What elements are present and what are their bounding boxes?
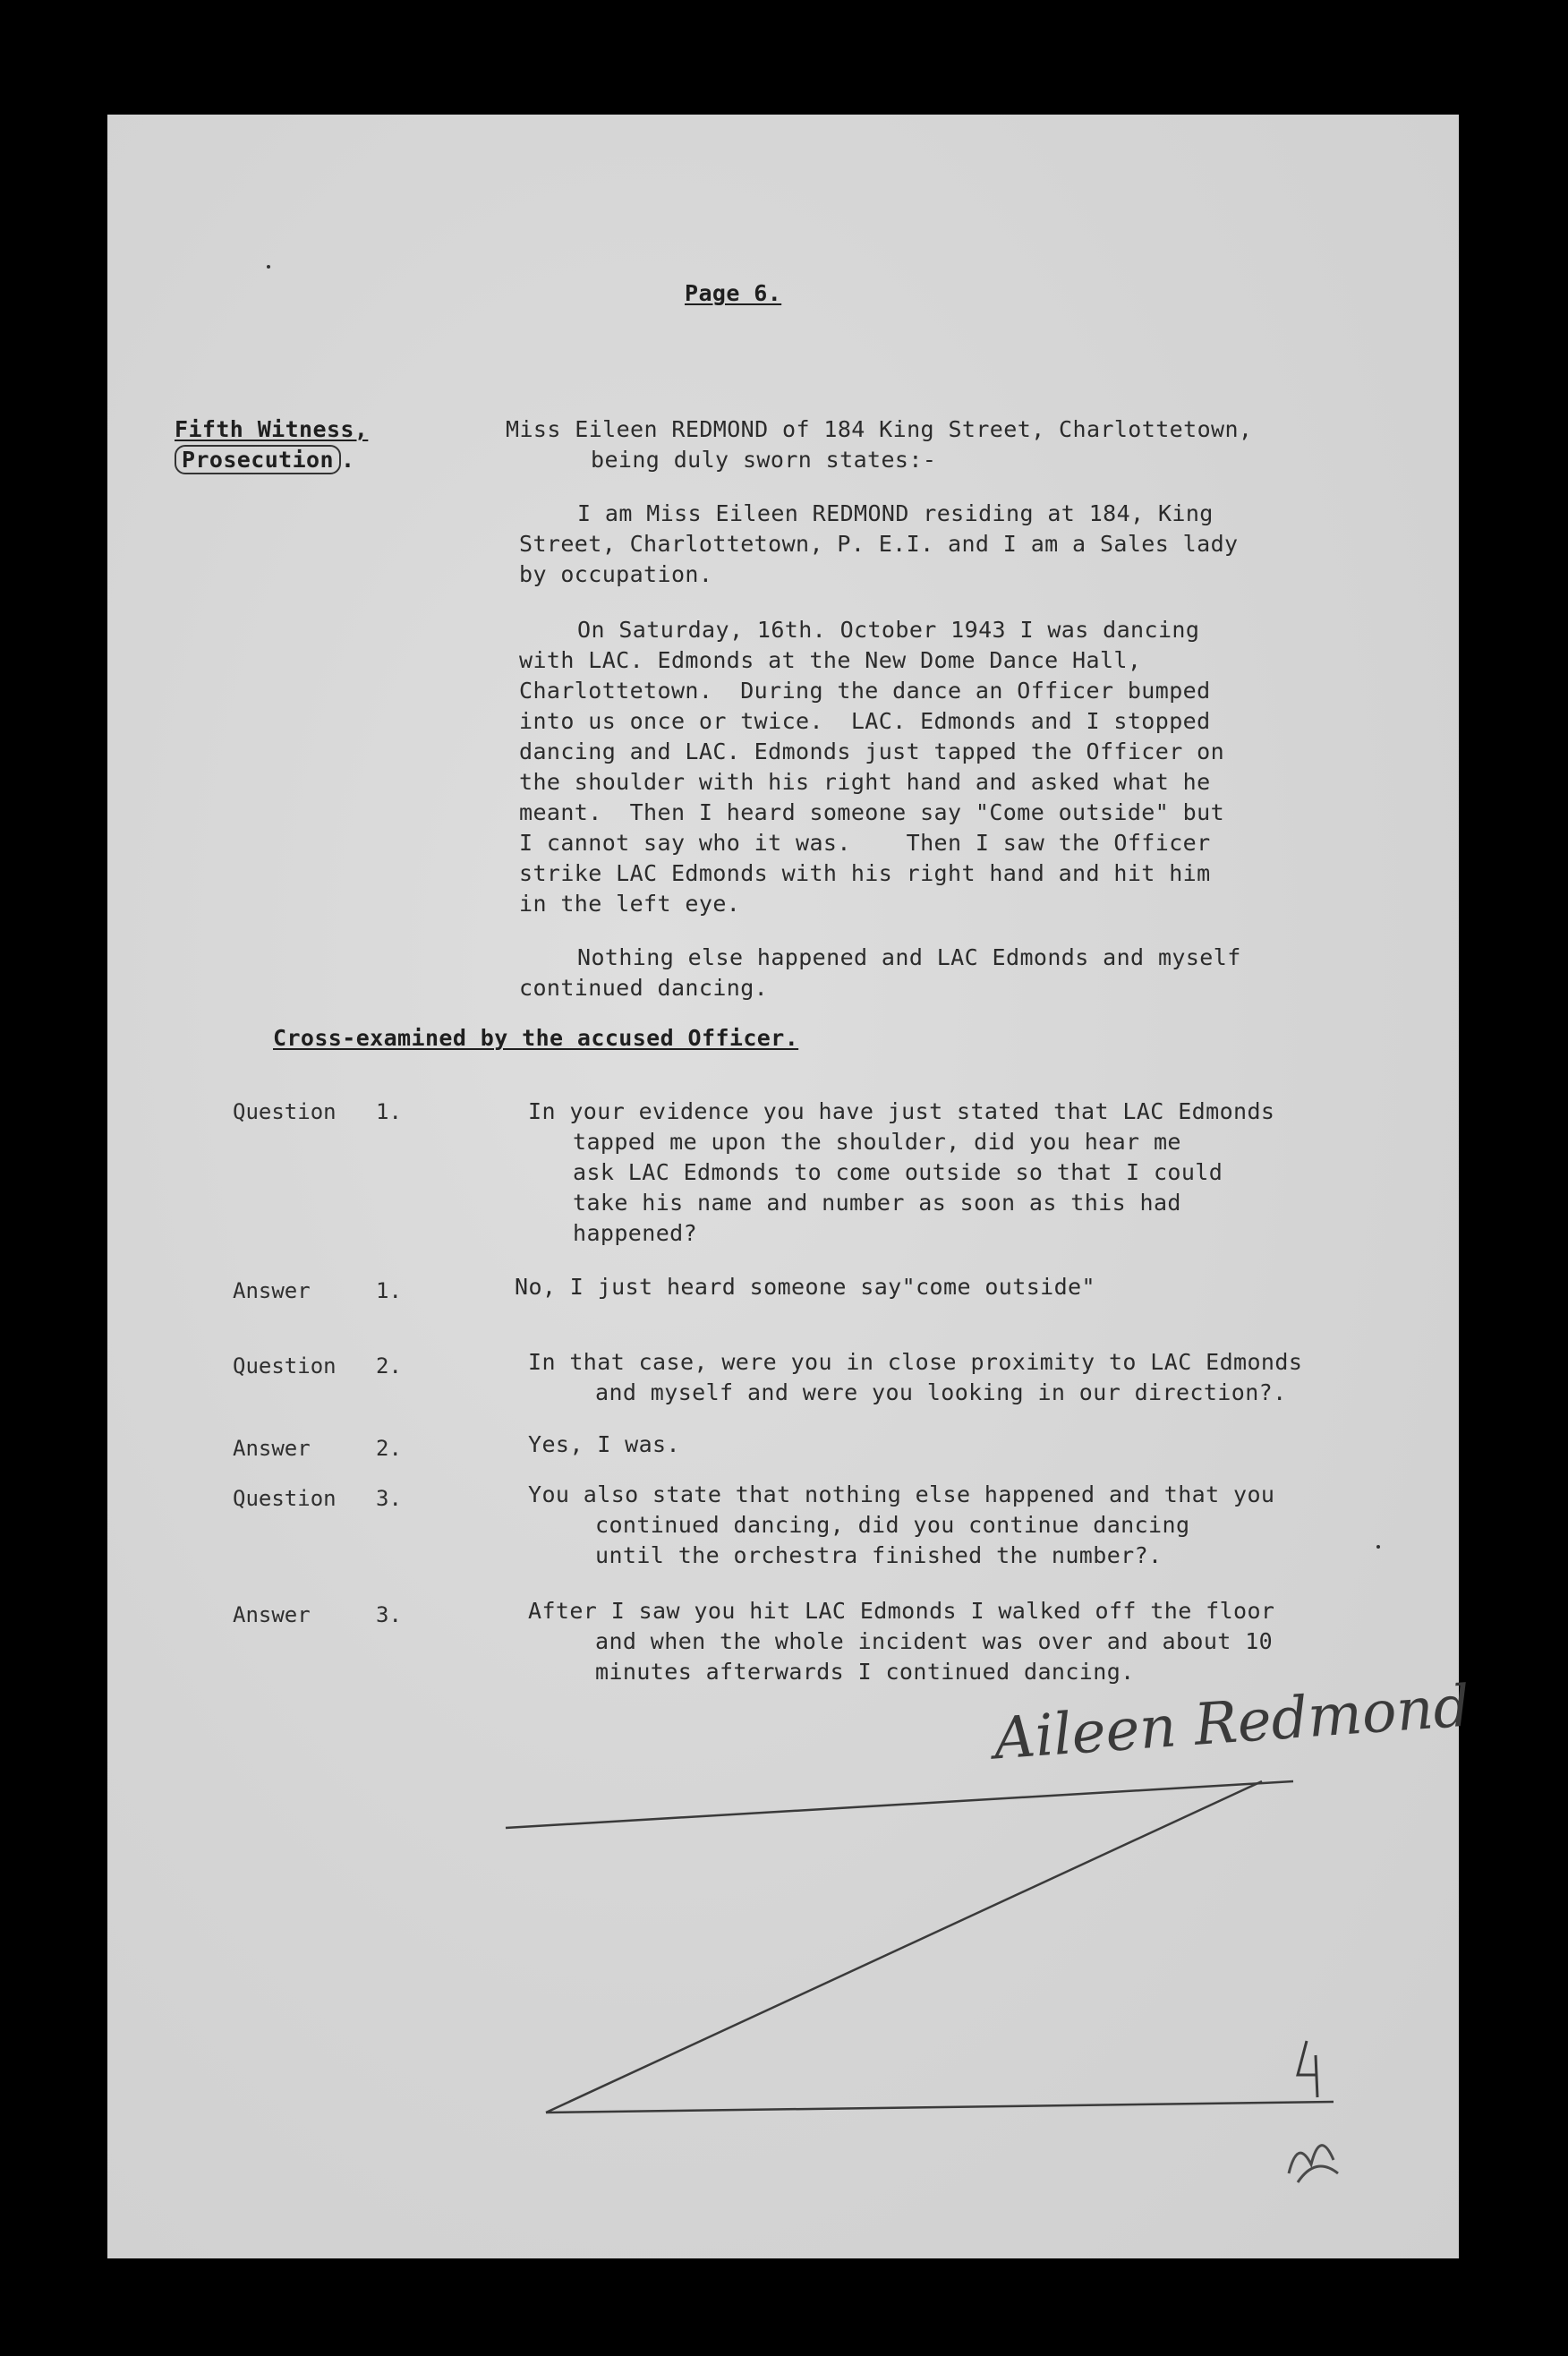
cancel-diagonal [546, 1781, 1262, 2113]
qa6-label: Answer [233, 1602, 311, 1627]
qa3-line-2: and myself and were you looking in our direction?. [595, 1379, 1287, 1405]
cross-exam-heading: Cross-examined by the accused Officer. [273, 1025, 799, 1051]
ink-dot [267, 265, 270, 269]
qa2-label: Answer [233, 1278, 311, 1303]
para2-line-3: Charlottetown. During the dance an Officer bumped [519, 678, 1211, 704]
witness-label: Fifth Witness, [175, 416, 369, 442]
qa5-num: 3. [376, 1486, 402, 1511]
document-page [107, 115, 1472, 2258]
qa4-label: Answer [233, 1436, 311, 1461]
para2-line-7: meant. Then I heard someone say "Come outside" but [519, 799, 1225, 825]
para1-line-1: I am Miss Eileen REDMOND residing at 184, King [577, 500, 1214, 526]
para2-line-2: with LAC. Edmonds at the New Dome Dance Hall, [519, 647, 1142, 673]
para1-line-2: Street, Charlottetown, P. E.I. and I am a Sales lady [519, 531, 1239, 557]
para2-line-8: I cannot say who it was. Then I saw the Officer [519, 830, 1211, 856]
para3-line-2: continued dancing. [519, 975, 769, 1001]
qa5-line-3: until the orchestra finished the number?. [595, 1542, 1163, 1568]
qa6-num: 3. [376, 1602, 402, 1627]
qa1-line-2: tapped me upon the shoulder, did you hear me [573, 1129, 1181, 1155]
qa3-num: 2. [376, 1353, 402, 1379]
intro-line-1: Miss Eileen REDMOND of 184 King Street, Charlottetown, [506, 416, 1253, 442]
qa6-line-2: and when the whole incident was over and about 10 [595, 1628, 1274, 1654]
para2-line-4: into us once or twice. LAC. Edmonds and I stopped [519, 708, 1211, 734]
para1-line-3: by occupation. [519, 561, 713, 587]
para2-line-9: strike LAC Edmonds with his right hand and hit him [519, 860, 1211, 886]
qa5-line-2: continued dancing, did you continue dancing [595, 1512, 1190, 1538]
qa1-line-5: happened? [573, 1220, 698, 1246]
para2-line-10: in the left eye. [519, 891, 741, 917]
pen-marks [107, 115, 1459, 2258]
witness-role-suffix: . [340, 447, 355, 473]
para3-line-1: Nothing else happened and LAC Edmonds and myself [577, 944, 1241, 970]
qa1-line-1: In your evidence you have just stated that LAC Edmonds [528, 1098, 1275, 1124]
para2-line-5: dancing and LAC. Edmonds just tapped the Officer on [519, 738, 1225, 764]
intro-line-2: being duly sworn states:- [591, 447, 937, 473]
qa6-line-3: minutes afterwards I continued dancing. [595, 1659, 1135, 1685]
qa3-line-1: In that case, were you in close proximity to LAC Edmonds [528, 1349, 1303, 1375]
qa1-line-3: ask LAC Edmonds to come outside so that I could [573, 1159, 1223, 1185]
qa3-label: Question [233, 1353, 337, 1379]
witness-role-text: Prosecution [175, 445, 341, 474]
qa1-num: 1. [376, 1099, 402, 1124]
para2-line-6: the shoulder with his right hand and asked what he [519, 769, 1211, 795]
qa2-line-1: No, I just heard someone say"come outside" [515, 1274, 1095, 1300]
qa5-line-1: You also state that nothing else happened and that you [528, 1481, 1275, 1507]
qa2-num: 1. [376, 1278, 402, 1303]
page-number: Page 6. [685, 280, 782, 306]
qa4-line-1: Yes, I was. [528, 1431, 680, 1457]
qa6-line-1: After I saw you hit LAC Edmonds I walked off the floor [528, 1598, 1275, 1624]
page-mark-4 [1298, 2041, 1317, 2097]
qa1-line-4: take his name and number as soon as this had [573, 1190, 1181, 1216]
cancel-baseline [546, 2102, 1334, 2113]
ink-dot [1376, 1545, 1380, 1549]
qa4-num: 2. [376, 1436, 402, 1461]
qa1-label: Question [233, 1099, 337, 1124]
initials-mark [1289, 2146, 1338, 2182]
para2-line-1: On Saturday, 16th. October 1943 I was dancing [577, 617, 1200, 643]
qa5-label: Question [233, 1486, 337, 1511]
signature: Aileen Redmond [992, 1673, 1472, 1773]
